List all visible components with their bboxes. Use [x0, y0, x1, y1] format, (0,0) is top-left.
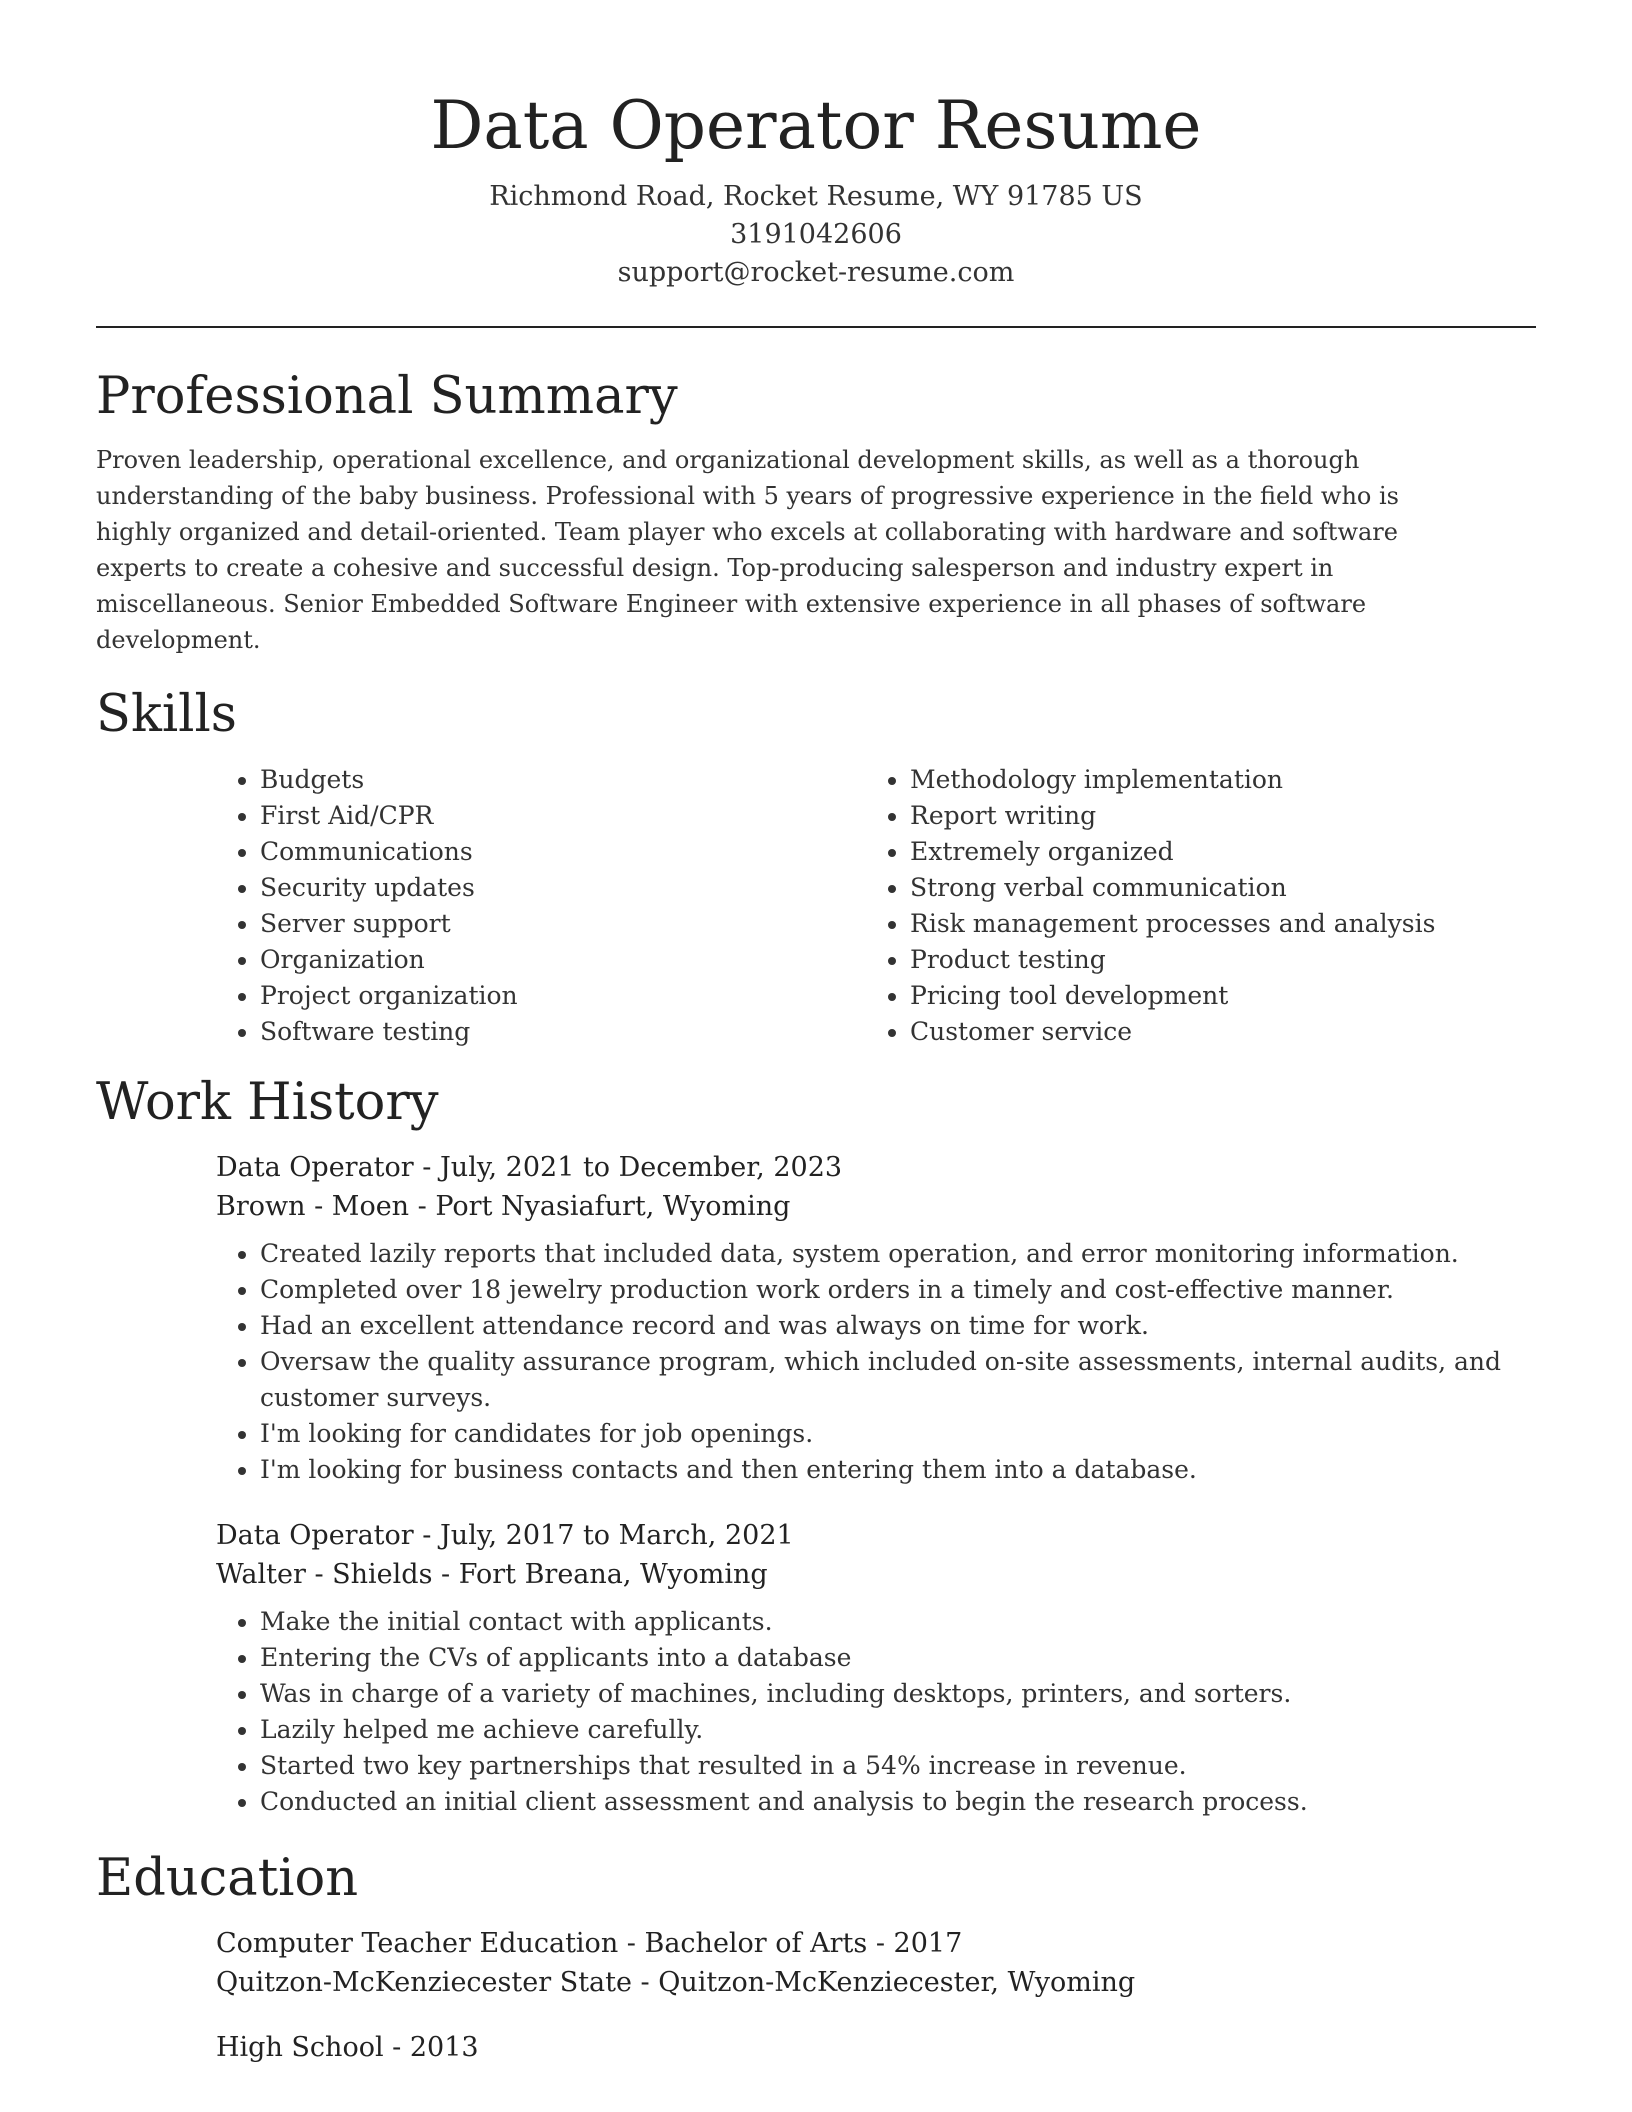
contact-email: support@rocket-resume.com	[617, 257, 1015, 288]
contact-info	[96, 178, 1536, 292]
resume-page	[96, 0, 1536, 2093]
job-company: Brown - Moen - Port Nyasiafurt, Wyoming	[216, 1191, 791, 1222]
skill-item: • First Aid/CPR	[260, 798, 866, 834]
job-entry	[216, 1516, 1536, 1820]
job-bullet: • I'm looking for candidates for job openings.	[260, 1416, 1580, 1452]
skill-item: • Server support	[260, 906, 866, 942]
job-entry	[216, 1148, 1536, 1488]
summary-heading: Professional Summary	[96, 367, 678, 426]
skills-grid	[216, 762, 1536, 1050]
job-bullet: • Entering the CVs of applicants into a database	[260, 1640, 1580, 1676]
job-bullet: • Completed over 18 jewelry production work orders in a timely and cost-effective manner.	[260, 1272, 1580, 1308]
job-title: Data Operator - July, 2017 to March, 2021	[216, 1520, 794, 1551]
job-bullet: • Oversaw the quality assurance program, which included on-site assessments, internal audits, and customer surveys.	[260, 1344, 1580, 1416]
work-history-heading: Work History	[96, 1073, 439, 1132]
job-bullet: • Conducted an initial client assessment and analysis to begin the research process.	[260, 1784, 1580, 1820]
skill-item: • Risk management processes and analysis	[910, 906, 1516, 942]
education-degree: High School - 2013	[216, 2032, 479, 2063]
skill-item: • Project organization	[260, 978, 866, 1014]
job-bullets	[216, 1236, 1580, 1488]
education-school: Quitzon-McKenziecester State - Quitzon-McKenziecester, Wyoming	[216, 1967, 1136, 1998]
skill-item: • Strong verbal communication	[910, 870, 1516, 906]
skill-item: • Communications	[260, 834, 866, 870]
skills-list-left	[216, 762, 866, 1050]
job-bullet: • Created lazily reports that included data, system operation, and error monitoring information.	[260, 1236, 1580, 1272]
skills-section	[96, 684, 1536, 1050]
job-bullet: • Started two key partnerships that resulted in a 54% increase in revenue.	[260, 1748, 1580, 1784]
resume-title: Data Operator Resume	[430, 87, 1202, 164]
education-heading: Education	[96, 1849, 359, 1908]
summary-text: Proven leadership, operational excellence, and organizational development skills, as well as a thorough understanding of the baby business. Professional with 5 years of progressive experience in the field who is highly organized and detail-oriented. Team player who excels at collaborating with hardware and software experts to create a cohesive and successful design. Top-producing salesperson and industry expert in miscellaneous. Senior Embedded Software Engineer with extensive experience in all phases of software development.	[96, 446, 1399, 654]
skills-column-left	[216, 762, 866, 1050]
education-degree: Computer Teacher Education - Bachelor of Arts - 2017	[216, 1928, 963, 1959]
job-bullet: • Lazily helped me achieve carefully.	[260, 1712, 1580, 1748]
summary-section	[96, 366, 1536, 658]
education-entry	[216, 2028, 1536, 2067]
job-bullet: • Was in charge of a variety of machines, including desktops, printers, and sorters.	[260, 1676, 1580, 1712]
contact-phone: 3191042606	[730, 219, 902, 250]
education-entry	[216, 1924, 1536, 2002]
skill-item: • Customer service	[910, 1014, 1516, 1050]
skill-item: • Pricing tool development	[910, 978, 1516, 1014]
skill-item: • Organization	[260, 942, 866, 978]
skill-item: • Security updates	[260, 870, 866, 906]
education-section	[96, 1848, 1536, 2067]
job-bullet: • Make the initial contact with applicants.	[260, 1604, 1580, 1640]
work-history-section	[96, 1072, 1536, 1820]
skill-item: • Product testing	[910, 942, 1516, 978]
job-bullet: • I'm looking for business contacts and then entering them into a database.	[260, 1452, 1580, 1488]
skill-item: • Extremely organized	[910, 834, 1516, 870]
job-company: Walter - Shields - Fort Breana, Wyoming	[216, 1559, 768, 1590]
skill-item: • Software testing	[260, 1014, 866, 1050]
job-bullets	[216, 1604, 1580, 1820]
skill-item: • Budgets	[260, 762, 866, 798]
resume-header	[96, 0, 1536, 292]
job-title: Data Operator - July, 2021 to December, 2023	[216, 1152, 843, 1183]
skill-item: • Report writing	[910, 798, 1516, 834]
skills-column-right	[866, 762, 1516, 1050]
skills-list-right	[866, 762, 1516, 1050]
skill-item: • Methodology implementation	[910, 762, 1516, 798]
header-divider	[96, 326, 1536, 328]
job-bullet: • Had an excellent attendance record and was always on time for work.	[260, 1308, 1580, 1344]
skills-heading: Skills	[96, 685, 237, 744]
contact-address: Richmond Road, Rocket Resume, WY 91785 US	[489, 181, 1143, 212]
